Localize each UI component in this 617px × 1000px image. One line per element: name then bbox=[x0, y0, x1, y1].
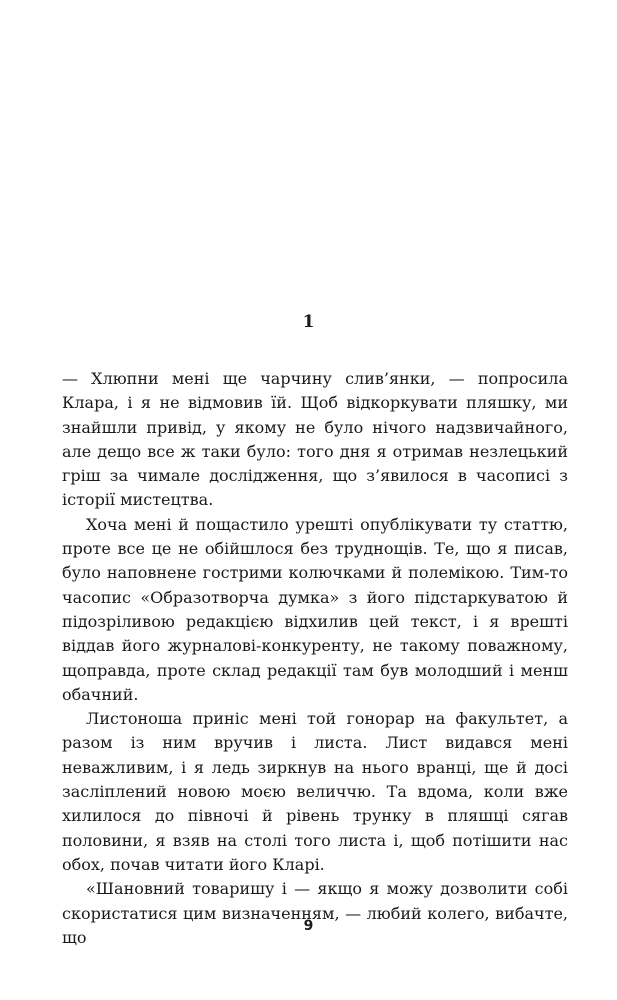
paragraph-1: — Хлюпни мені ще чарчину слив’янки, — попросила Клара, і я не відмовив їй. Щоб відкоркувати пляшку, ми знайшли привід, у якому не було нічого надзвичайного, але дещо все ж таки було: того дня я отримав незлецький гріш за чимале дослідження, що з’явилося в часописі з історії мистецтва. bbox=[62, 369, 568, 510]
chapter-number: 1 bbox=[302, 312, 315, 332]
paragraph-4: «Шановний товаришу і — якщо я можу дозволити собі скористатися цим визначенням, — любий колего, вибачте, що bbox=[62, 879, 568, 947]
body-text bbox=[62, 367, 568, 950]
paragraph-3: Листоноша приніс мені той гонорар на факультет, а разом із ним вручив і листа. Лист видався мені неважливим, і я ледь зиркнув на нього вранці, ще й досі засліплений новою моєю величчю. Та вдома, коли вже хилилося до півночі й рівень трунку в пляшці сягав половини, я взяв на столі того листа і, щоб потішити нас обох, почав читати його Кларі. bbox=[62, 709, 568, 874]
paragraph-2: Хоча мені й пощастило урешті опублікувати ту статтю, проте все це не обійшлося без труднощів. Те, що я писав, було наповнене гострими колючками й полемікою. Тим-то часопис «Образотворча думка» з його підстаркуватою й підозріливою редакцією відхилив цей текст, і я врешті віддав його журналові-конкуренту, не такому поважному, щоправда, проте склад редакції там був молодший і менш обачний. bbox=[62, 514, 568, 704]
page-number: 9 bbox=[303, 918, 314, 934]
